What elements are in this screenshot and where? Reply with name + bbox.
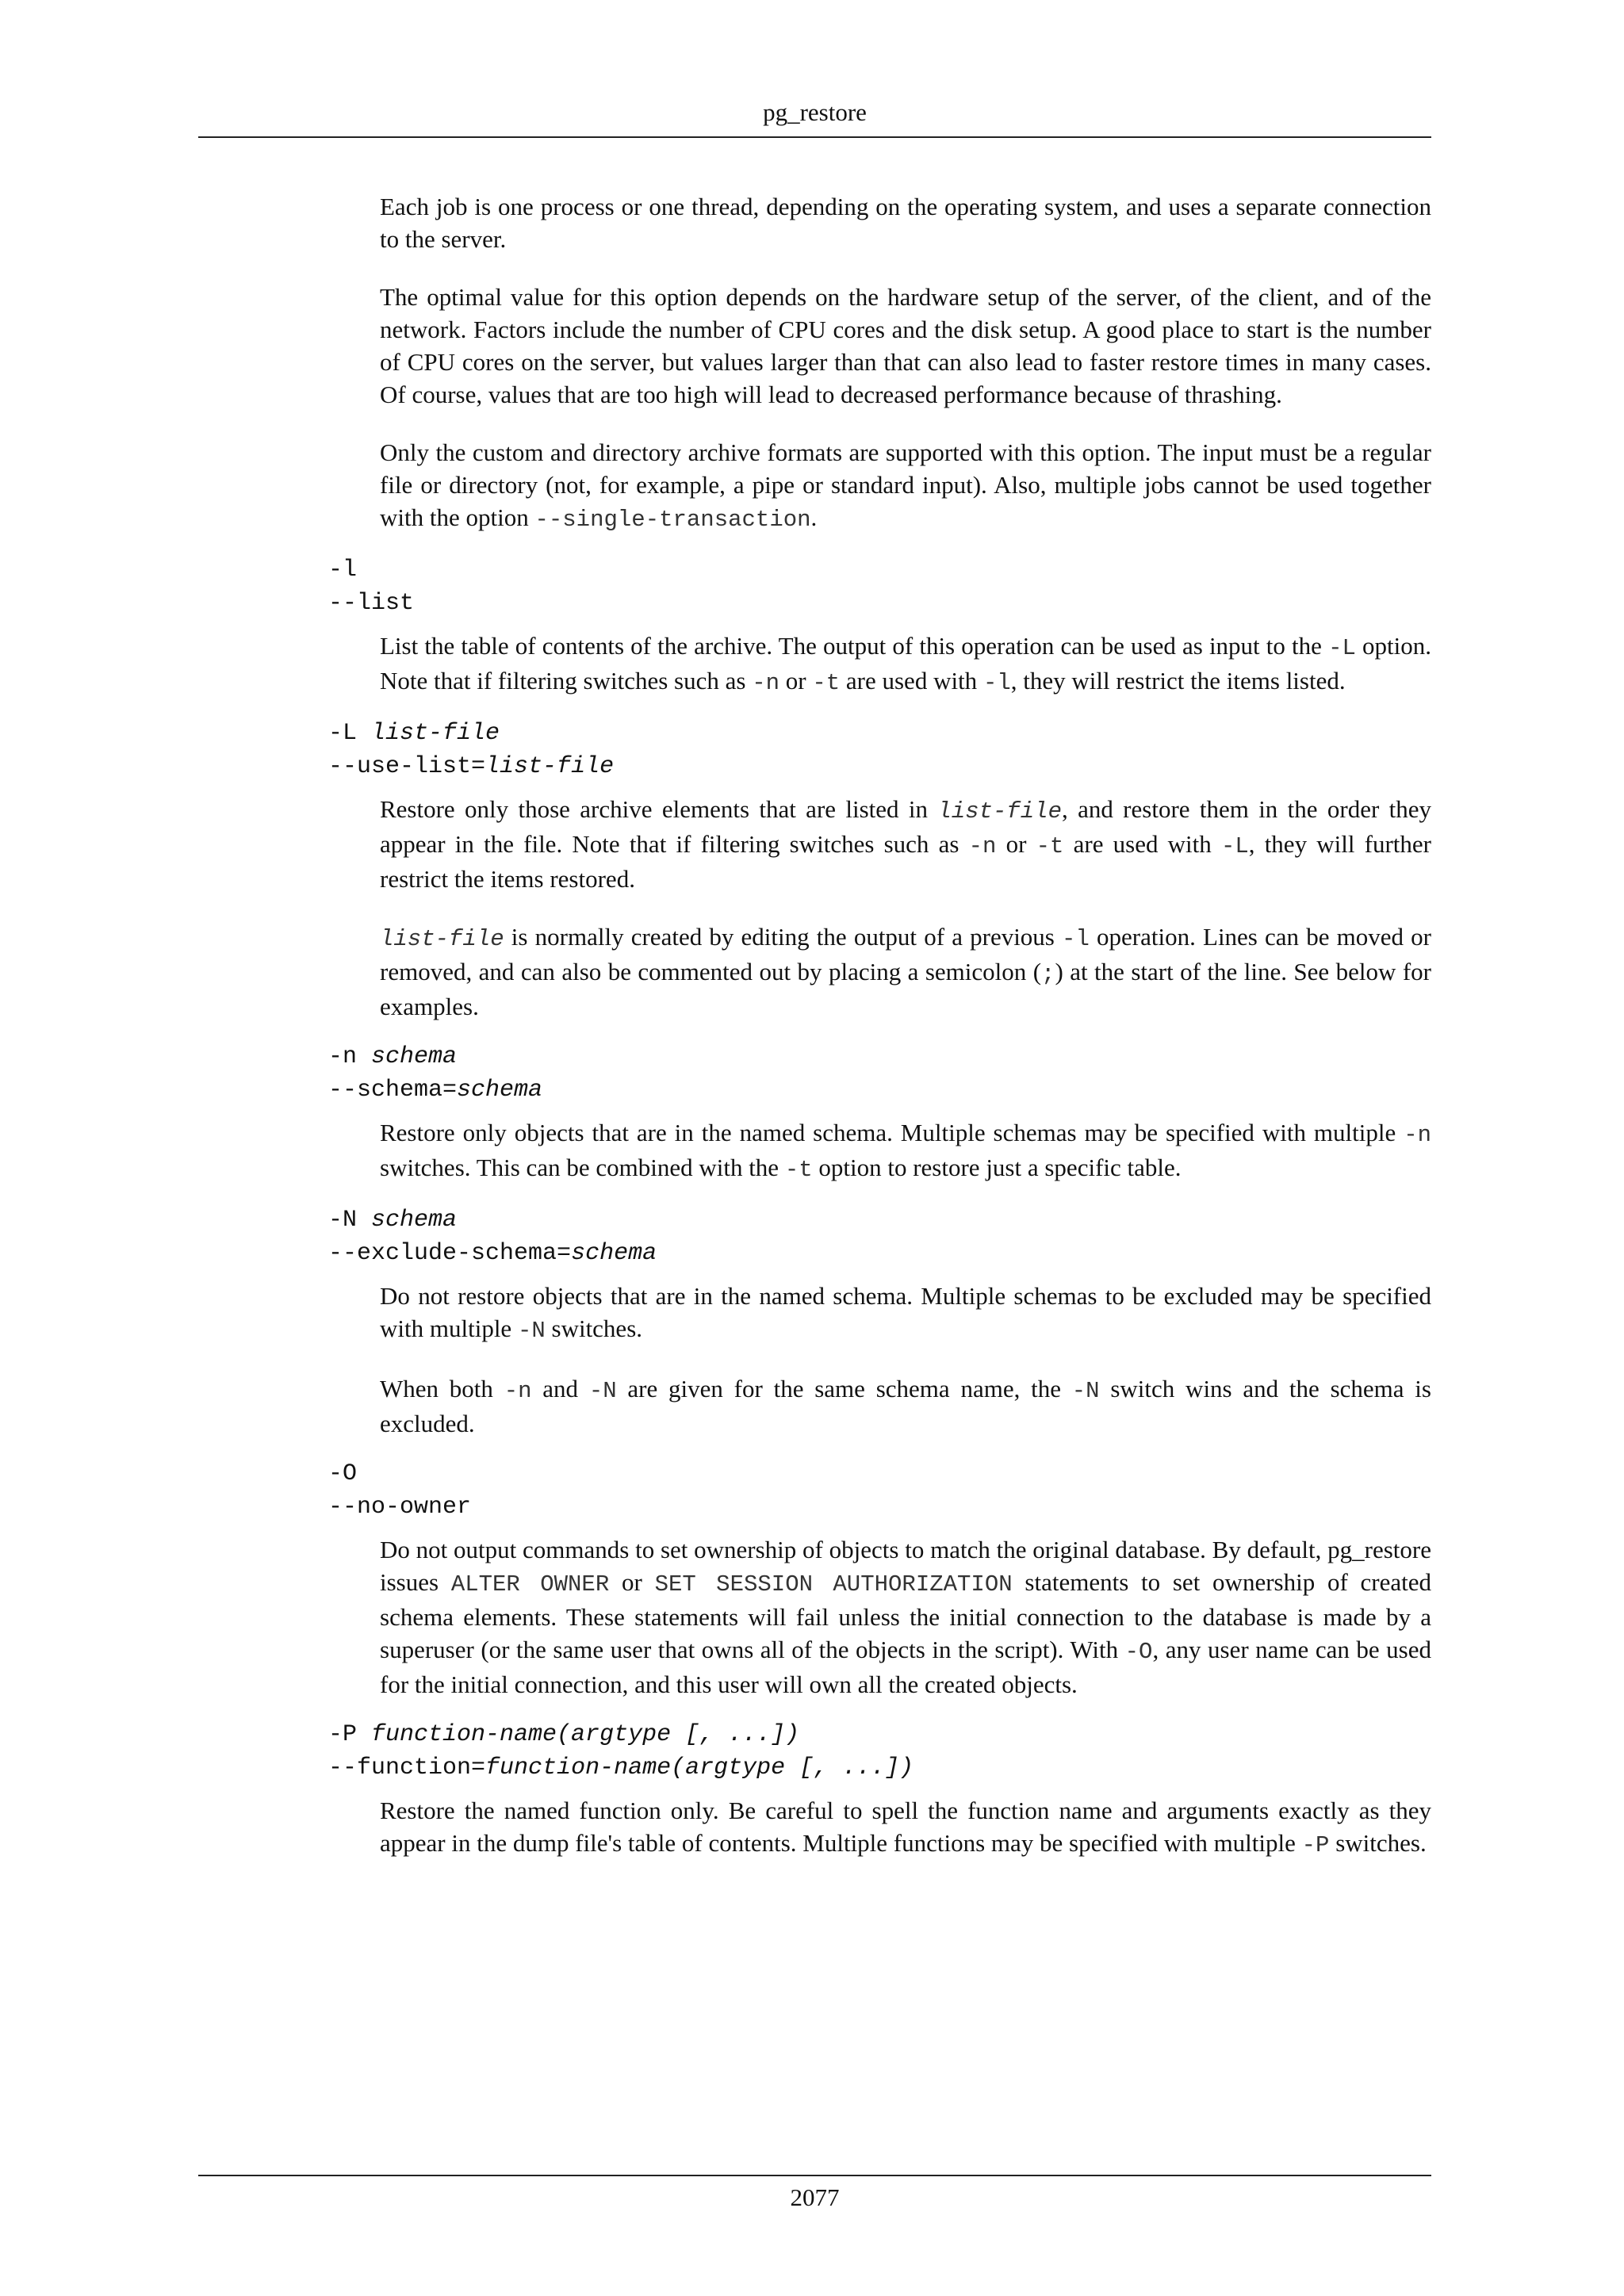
option-long: --no-owner xyxy=(328,1494,472,1521)
option-use-list-desc-1: Restore only those archive elements that are listed in list-file, and restore them in the order they appear in the file. Note that if filtering switches such as -n or -t are used with -L, they will further restrict the items restored. xyxy=(380,795,1432,893)
page-content xyxy=(328,190,1431,1879)
footer-rule xyxy=(198,2175,1431,2176)
option-function-desc: Restore the named function only. Be careful to spell the function name and arguments exactly as they appear in the dump file's table of contents. Multiple functions may be specified with multiple -P switches. xyxy=(380,1797,1431,1858)
option-long: --exclude-schema=schema xyxy=(328,1240,657,1267)
option-no-owner-desc: Do not output commands to set ownership of objects to match the original database. By default, pg_restore issues ALTER OWNER or SET SESSION AUTHORIZATION statements to set ownership of created schema elements. These statements will fail unless the initial connection to the database is made by a superuser (or the same user that owns all of the objects in the script). With -O, any user name can be used for the initial connection, and this user will own all the created objects. xyxy=(380,1536,1431,1698)
option-exclude-schema-desc-2: When both -n and -N are given for the same schema name, the -N switch wins and the schema is excluded. xyxy=(380,1375,1431,1437)
option-exclude-schema-desc-1: Do not restore objects that are in the named schema. Multiple schemas to be excluded may be specified with multiple -N switches. xyxy=(380,1282,1431,1344)
option-schema-term xyxy=(328,1040,1431,1107)
page-number: 2077 xyxy=(790,2183,840,2211)
option-short: -P function-name(argtype [, ...]) xyxy=(328,1721,800,1748)
jobs-desc-1: Each job is one process or one thread, depending on the operating system, and uses a separate connection to the server. xyxy=(380,193,1431,253)
option-short: -L list-file xyxy=(328,720,500,747)
option-exclude-schema-term xyxy=(328,1203,1431,1270)
option-short: -l xyxy=(328,557,358,584)
option-list-desc: List the table of contents of the archive. The output of this operation can be used as input to the -L option. Note that if filtering switches such as -n or -t are used with -l, they will restrict the items listed. xyxy=(380,632,1431,696)
option-short: -n schema xyxy=(328,1043,458,1070)
option-use-list-desc-2: list-file is normally created by editing the output of a previous -l operation. Lines can be moved or removed, and can also be commented out by placing a semicolon (;) at the start of the line. See below for examples. xyxy=(380,923,1431,1020)
jobs-desc-3: Only the custom and directory archive formats are supported with this option. The input must be a regular file or directory (not, for example, a pipe or standard input). Also, multiple jobs cannot be used together with the option --single-transaction. xyxy=(380,438,1431,533)
jobs-desc-2: The optimal value for this option depends on the hardware setup of the server, of the client, and of the network. Factors include the number of CPU cores and the disk setup. A good place to start is the number of CPU cores on the server, but values larger than that can also lead to faster restore times in many cases. Of course, values that are too high will lead to decreased performance because of thrashing. xyxy=(380,283,1431,408)
option-short: -N schema xyxy=(328,1207,458,1234)
header-rule xyxy=(198,136,1431,138)
option-long: --use-list=list-file xyxy=(328,753,615,780)
option-no-owner-term xyxy=(328,1457,1431,1524)
option-long: --schema=schema xyxy=(328,1077,543,1104)
option-use-list-term xyxy=(328,717,1431,783)
option-long: --list xyxy=(328,590,415,617)
inline-code: --single-transaction xyxy=(534,507,811,533)
option-list-term xyxy=(328,553,1431,620)
option-short: -O xyxy=(328,1460,358,1487)
option-long: --function=function-name(argtype [, ...]) xyxy=(328,1755,914,1781)
running-header: pg_restore xyxy=(763,98,867,126)
option-schema-desc: Restore only objects that are in the named schema. Multiple schemas may be specified with multiple -n switches. This can be combined with the -t option to restore just a specific table. xyxy=(380,1119,1431,1183)
option-function-term xyxy=(328,1718,1431,1785)
